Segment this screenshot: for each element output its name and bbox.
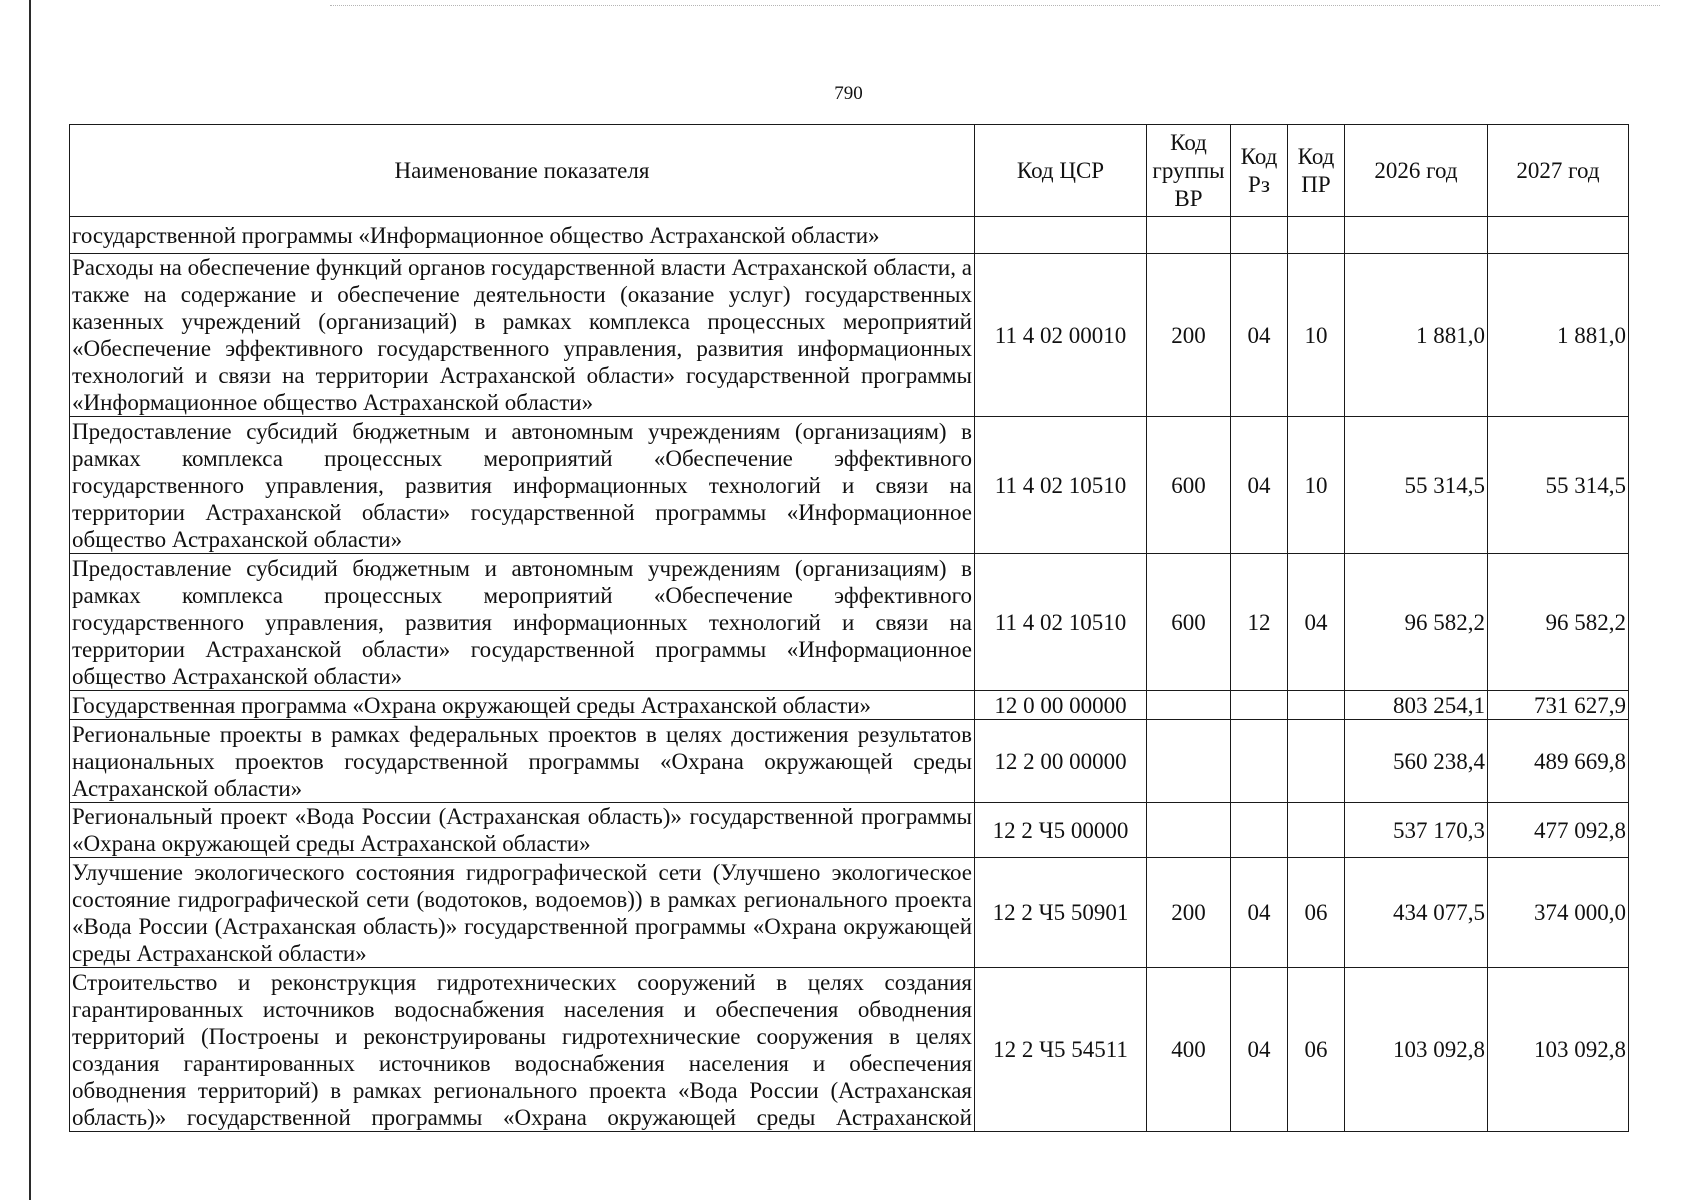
header-row xyxy=(70,125,1629,217)
header-2027: 2027 год xyxy=(1488,125,1629,217)
header-csr: Код ЦСР xyxy=(975,125,1147,217)
row-csr: 12 2 Ч5 54511 xyxy=(975,968,1147,1132)
row-2027: 731 627,9 xyxy=(1488,691,1629,720)
row-2026: 55 314,5 xyxy=(1345,417,1488,554)
row-name: Расходы на обеспечение функций органов государственной власти Астраханской области, а также на содержание и обеспечение деятельности (оказание услуг) государственных казенных учреждений (организаций) в рамках комплекса процессных мероприятий «Обеспечение эффективного государственного управления, развития информационных технологий и связи на территории Астраханской области» государственной программы «Информационное общество Астраханской области» xyxy=(70,254,975,417)
table-row xyxy=(70,417,1629,554)
row-rz xyxy=(1231,720,1288,803)
row-vr xyxy=(1147,720,1231,803)
table-header xyxy=(70,125,1629,217)
row-rz xyxy=(1231,691,1288,720)
table-body xyxy=(70,217,1629,1132)
header-rz: Код Рз xyxy=(1231,125,1288,217)
budget-table xyxy=(69,124,1629,1132)
row-name: Региональные проекты в рамках федеральных проектов в целях достижения результатов национальных проектов государственной программы «Охрана окружающей среды Астраханской области» xyxy=(70,720,975,803)
row-2026: 537 170,3 xyxy=(1345,803,1488,858)
row-pr xyxy=(1288,803,1345,858)
header-vr: Код группы ВР xyxy=(1147,125,1231,217)
row-pr: 10 xyxy=(1288,254,1345,417)
row-rz xyxy=(1231,217,1288,254)
row-vr: 200 xyxy=(1147,858,1231,968)
row-pr xyxy=(1288,691,1345,720)
table-row xyxy=(70,968,1629,1132)
row-pr: 06 xyxy=(1288,858,1345,968)
row-csr: 12 2 00 00000 xyxy=(975,720,1147,803)
row-name: государственной программы «Информационное общество Астраханской области» xyxy=(70,217,975,254)
row-2027: 55 314,5 xyxy=(1488,417,1629,554)
binding-edge-line xyxy=(29,0,31,1200)
row-rz: 12 xyxy=(1231,554,1288,691)
row-2027: 477 092,8 xyxy=(1488,803,1629,858)
row-2027: 489 669,8 xyxy=(1488,720,1629,803)
row-vr xyxy=(1147,691,1231,720)
row-csr: 11 4 02 00010 xyxy=(975,254,1147,417)
row-2027: 103 092,8 xyxy=(1488,968,1629,1132)
row-2026: 103 092,8 xyxy=(1345,968,1488,1132)
row-vr: 200 xyxy=(1147,254,1231,417)
row-vr: 600 xyxy=(1147,554,1231,691)
row-2026: 434 077,5 xyxy=(1345,858,1488,968)
table-row xyxy=(70,217,1629,254)
row-pr: 06 xyxy=(1288,968,1345,1132)
row-pr: 10 xyxy=(1288,417,1345,554)
row-2026: 96 582,2 xyxy=(1345,554,1488,691)
table-row xyxy=(70,858,1629,968)
table-row xyxy=(70,554,1629,691)
row-vr: 600 xyxy=(1147,417,1231,554)
page-number: 790 xyxy=(834,83,863,104)
row-name: Строительство и реконструкция гидротехнических сооружений в целях создания гарантированных источников водоснабжения населения и обеспечения обводнения территорий (Построены и реконструированы гидротехнические сооружения в целях создания гарантированных источников водоснабжения населения и обеспечения обводнения территорий) в рамках регионального проекта «Вода России (Астраханская область)» государственной программы «Охрана окружающей среды Астраханской xyxy=(70,968,975,1132)
row-csr xyxy=(975,217,1147,254)
row-2027 xyxy=(1488,217,1629,254)
row-rz: 04 xyxy=(1231,858,1288,968)
row-2026: 1 881,0 xyxy=(1345,254,1488,417)
header-2026: 2026 год xyxy=(1345,125,1488,217)
row-vr xyxy=(1147,803,1231,858)
row-name: Улучшение экологического состояния гидрографической сети (Улучшено экологическое состояние гидрографической сети (водотоков, водоемов)) в рамках регионального проекта «Вода России (Астраханская область)» государственной программы «Охрана окружающей среды Астраханской области» xyxy=(70,858,975,968)
row-rz: 04 xyxy=(1231,968,1288,1132)
row-pr xyxy=(1288,217,1345,254)
scan-artifact-line xyxy=(330,5,1660,6)
row-name: Предоставление субсидий бюджетным и автономным учреждениям (организациям) в рамках комплекса процессных мероприятий «Обеспечение эффективного государственного управления, развития информационных технологий и связи на территории Астраханской области» государственной программы «Информационное общество Астраханской области» xyxy=(70,554,975,691)
row-vr: 400 xyxy=(1147,968,1231,1132)
row-rz: 04 xyxy=(1231,417,1288,554)
row-2026: 803 254,1 xyxy=(1345,691,1488,720)
header-pr: Код ПР xyxy=(1288,125,1345,217)
table-row xyxy=(70,720,1629,803)
row-csr: 11 4 02 10510 xyxy=(975,417,1147,554)
row-pr xyxy=(1288,720,1345,803)
row-vr xyxy=(1147,217,1231,254)
row-2027: 374 000,0 xyxy=(1488,858,1629,968)
row-name: Предоставление субсидий бюджетным и автономным учреждениям (организациям) в рамках комплекса процессных мероприятий «Обеспечение эффективного государственного управления, развития информационных технологий и связи на территории Астраханской области» государственной программы «Информационное общество Астраханской области» xyxy=(70,417,975,554)
row-rz: 04 xyxy=(1231,254,1288,417)
row-2027: 1 881,0 xyxy=(1488,254,1629,417)
table-row xyxy=(70,803,1629,858)
table-row xyxy=(70,254,1629,417)
row-2026: 560 238,4 xyxy=(1345,720,1488,803)
row-pr: 04 xyxy=(1288,554,1345,691)
row-csr: 11 4 02 10510 xyxy=(975,554,1147,691)
row-csr: 12 0 00 00000 xyxy=(975,691,1147,720)
row-csr: 12 2 Ч5 00000 xyxy=(975,803,1147,858)
row-csr: 12 2 Ч5 50901 xyxy=(975,858,1147,968)
table-row xyxy=(70,691,1629,720)
row-2026 xyxy=(1345,217,1488,254)
row-2027: 96 582,2 xyxy=(1488,554,1629,691)
row-name: Региональный проект «Вода России (Астраханская область)» государственной программы «Охрана окружающей среды Астраханской области» xyxy=(70,803,975,858)
row-name: Государственная программа «Охрана окружающей среды Астраханской области» xyxy=(70,691,975,720)
row-rz xyxy=(1231,803,1288,858)
header-name: Наименование показателя xyxy=(70,125,975,217)
